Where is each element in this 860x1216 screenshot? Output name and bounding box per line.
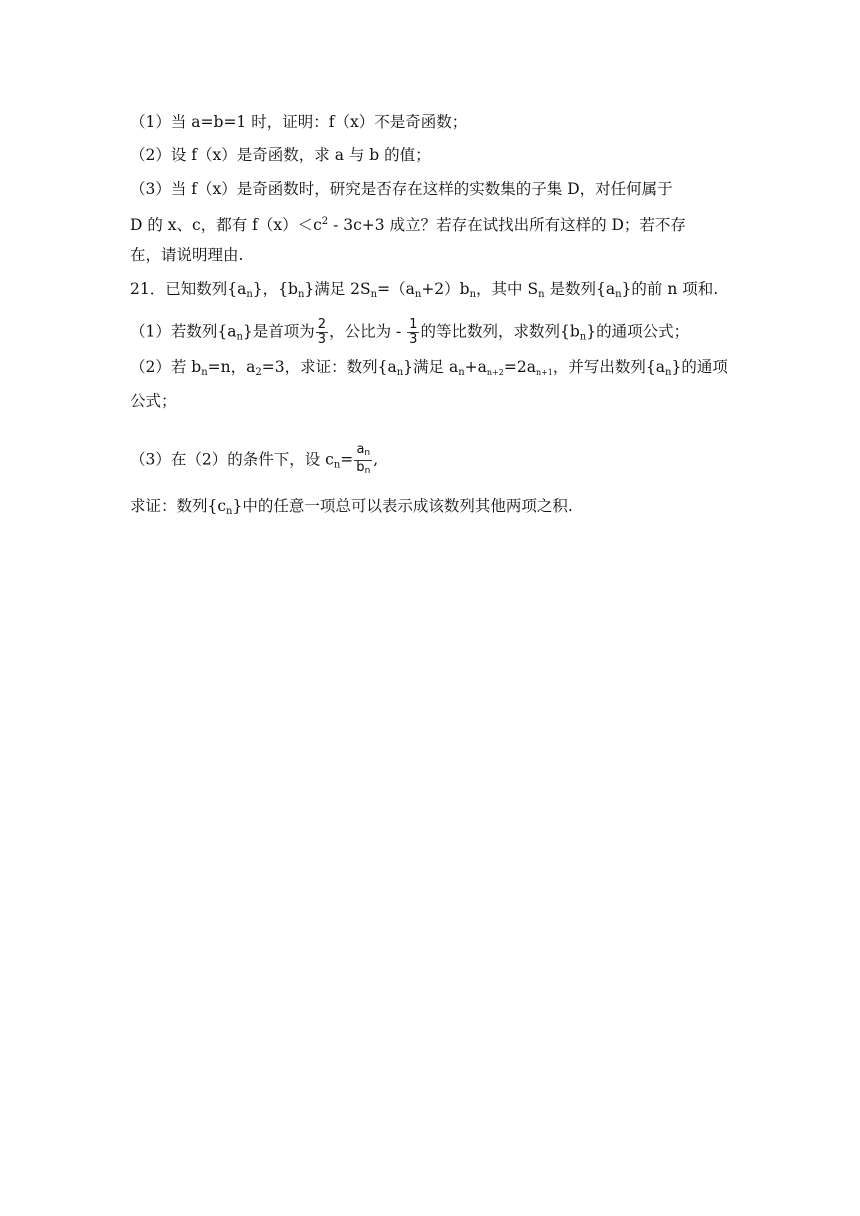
t: }满足 a — [403, 358, 459, 376]
t: }中的任意一项总可以表示成该数列其他两项之积. — [232, 497, 573, 515]
t: }，{b — [252, 280, 298, 298]
sub: n+1 — [535, 368, 553, 377]
t: =（a — [377, 280, 415, 298]
t: ，并写出数列{a — [552, 358, 665, 376]
t: = — [340, 450, 354, 469]
sub: n — [246, 289, 253, 300]
sub: n — [396, 367, 404, 378]
fraction-two-thirds — [316, 318, 328, 347]
sub: n — [370, 289, 378, 300]
t: ，其中 S — [476, 280, 539, 298]
p21-part3 — [130, 443, 378, 478]
sub: 2 — [255, 367, 262, 378]
text: - 3c+3 成立？若存在试找出所有这样的 D；若不存 — [328, 216, 686, 234]
t: （3）在（2）的条件下，设 c — [130, 450, 334, 469]
t: 求证：数列{c — [130, 497, 227, 515]
text: D 的 x、c，都有 f（x）＜c — [130, 216, 322, 234]
p20-part3-line3: 在，请说明理由. — [130, 246, 244, 264]
sub: n — [364, 448, 371, 458]
t: }的通项 — [671, 358, 728, 376]
sub: n — [201, 367, 208, 378]
sub: n — [236, 331, 243, 343]
denominator — [354, 461, 372, 478]
t: }的通项公式； — [586, 322, 690, 341]
sub: n — [615, 289, 622, 300]
sub: n+2 — [486, 368, 504, 377]
sub: n — [469, 289, 477, 300]
p20-part2: （2）设 f（x）是奇函数，求 a 与 b 的值； — [130, 146, 431, 164]
denominator: 3 — [317, 332, 327, 347]
t: a — [356, 442, 365, 457]
t: 的等比数列，求数列{b — [420, 322, 580, 341]
t: , — [373, 450, 379, 469]
t: ，公比为 - — [329, 322, 407, 341]
t: }满足 2S — [304, 280, 371, 298]
numerator: 1 — [409, 317, 418, 332]
t: 是数列{a — [544, 280, 616, 298]
denominator: 3 — [409, 332, 418, 347]
t: （2）若 b — [130, 358, 202, 376]
sub: n — [226, 506, 233, 517]
p21-part3-line2 — [130, 496, 573, 522]
t: b — [356, 460, 365, 475]
t: 21．已知数列{a — [130, 280, 247, 298]
t: =n，a — [207, 358, 256, 376]
fraction-an-over-bn — [354, 443, 372, 478]
sub: n — [538, 289, 545, 300]
t: =2a — [503, 358, 536, 376]
sub: n — [665, 367, 672, 378]
p20-part1: （1）当 a=b=1 时，证明：f（x）不是奇函数； — [130, 113, 468, 131]
sub: n — [333, 459, 341, 471]
t: }是首项为 — [242, 322, 315, 341]
p20-part3-line1: （3）当 f（x）是奇函数时，研究是否存在这样的实数集的子集 D，对任何属于 — [130, 180, 673, 198]
sub: n — [364, 466, 371, 476]
p20-part3-line2 — [130, 212, 686, 235]
t: +2）b — [421, 280, 470, 298]
sub: n — [414, 289, 422, 300]
sub: n — [458, 367, 465, 378]
p21-part2-cont: 公式； — [130, 392, 177, 410]
t: +a — [464, 358, 487, 376]
sub: n — [579, 331, 587, 343]
t: （1）若数列{a — [130, 322, 237, 341]
numerator: 2 — [317, 317, 327, 332]
t: }的前 n 项和. — [621, 280, 719, 298]
p21-part1 — [130, 318, 689, 348]
t: =3，求证：数列{a — [261, 358, 397, 376]
p21-part2 — [130, 357, 728, 383]
sub: n — [297, 289, 305, 300]
fraction-one-third — [407, 318, 419, 347]
p21-stem — [130, 279, 718, 305]
numerator — [354, 443, 372, 461]
superscript: 2 — [321, 216, 329, 227]
